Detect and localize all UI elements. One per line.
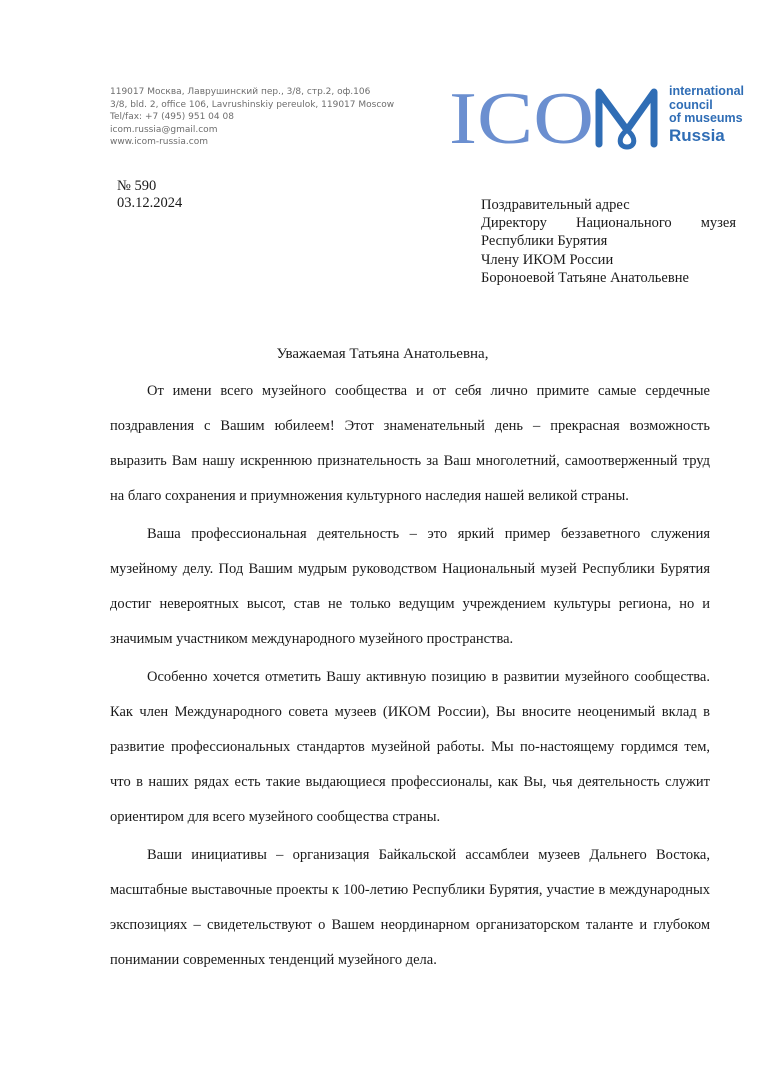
address-ru: 119017 Москва, Лаврушинский пер., 3/8, стр.2, оф.106 [110, 87, 371, 97]
recipient-line-5: Бороноевой Татьяне Анатольевне [481, 269, 689, 286]
recipient-block [481, 196, 736, 287]
letter-body [110, 374, 710, 981]
website: www.icom-russia.com [110, 137, 208, 148]
logo-tagline-3: of museums [669, 111, 743, 125]
paragraph-4: Ваши инициативы – организация Байкальской ассамблеи музеев Дальнего Востока, масштабные выставочные проекты к 100-летию Республики Бурятия, участие в международных экспозициях – свидетельствуют о Вашем неординарном организаторском таланте и глубоком понимании современных тенденций музейного дела. [110, 847, 710, 968]
recipient-line-2-word-3: музея [700, 215, 736, 232]
document-meta [117, 178, 182, 212]
paragraph-3: Особенно хочется отметить Вашу активную позицию в развитии музейного сообщества. Как член Международного совета музеев (ИКОМ России), Вы вносите неоценимый вклад в развитие профессиональных стандартов музейной работы. Мы по-настоящему гордимся тем, что в наших рядах есть такие выдающиеся профессионалы, как Вы, чья деятельность служит ориентиром для всего музейного сообщества страны. [110, 669, 710, 825]
icom-russia-logo [449, 84, 749, 150]
icom-logo-letters: ICO [449, 84, 594, 150]
recipient-line-1: Поздравительный адрес [481, 197, 630, 213]
paragraph-2: Ваша профессиональная деятельность – это яркий пример беззаветного служения музейному делу. Под Вашим мудрым руководством Национальный музей Республики Бурятия достиг невероятных высот, став не только ведущим учреждением культуры региона, но и значимым участником международного музейного пространства. [110, 526, 710, 647]
logo-country: Russia [669, 125, 725, 145]
paragraph-1: От имени всего музейного сообщества и от себя лично примите самые сердечные поздравления с Вашим юбилеем! Этот знаменательный день – прекрасная возможность выразить Вам нашу искреннюю признательность за Ваш многолетний, самоотверженный труд на благо сохранения и приумножения культурного наследия нашей великой страны. [110, 383, 710, 504]
icom-m-glyph [599, 92, 654, 147]
recipient-line-2 [481, 214, 736, 232]
logo-tagline-1: international [669, 84, 745, 98]
recipient-line-3: Республики Бурятия [481, 233, 608, 250]
salutation: Уважаемая Татьяна Анатольевна, [276, 346, 489, 362]
letterhead-contacts [110, 86, 394, 149]
document-number: № 590 [117, 178, 157, 194]
recipient-line-2-word-1: Директору [481, 215, 547, 232]
document-date: 03.12.2024 [117, 195, 183, 211]
email: icom.russia@gmail.com [110, 124, 218, 135]
recipient-line-2-word-2: Национального [575, 215, 672, 232]
logo-tagline [669, 85, 744, 146]
icom-logo-mark [449, 84, 664, 150]
phone: Tel/fax: +7 (495) 951 04 08 [110, 112, 234, 123]
address-en: 3/8, bld. 2, office 106, Lavrushinskiy pereulok, 119017 Moscow [110, 99, 395, 110]
recipient-line-4: Члену ИКОМ России [481, 251, 614, 268]
logo-tagline-2: council [669, 97, 713, 112]
